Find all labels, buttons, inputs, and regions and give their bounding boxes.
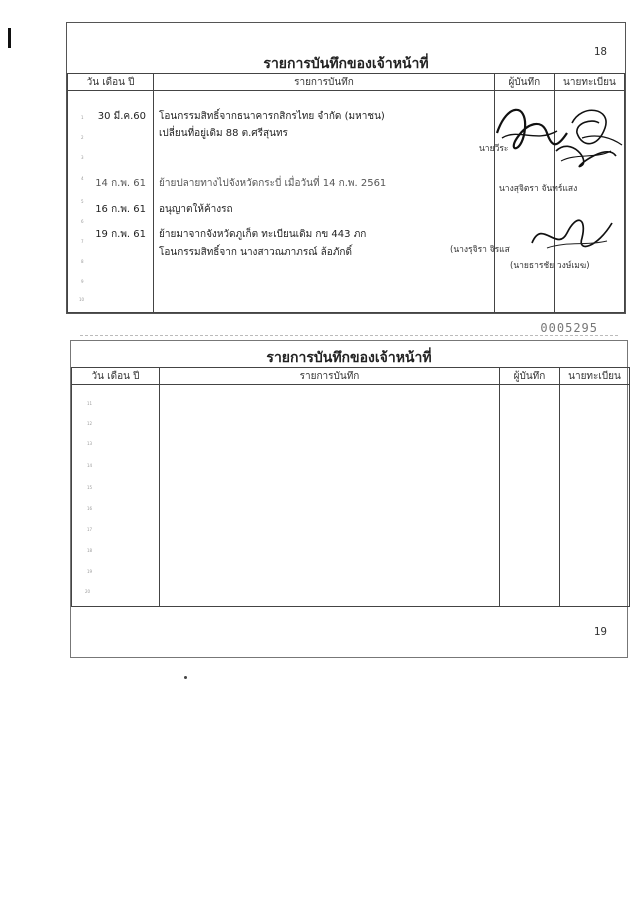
- entry-date: 16 ก.พ. 61: [95, 204, 146, 215]
- line-number: 11: [87, 401, 93, 406]
- line-number: 16: [87, 506, 93, 511]
- line-number: 9: [81, 279, 84, 284]
- line-number: 19: [87, 569, 93, 574]
- column-header-registrar: นายทะเบียน: [554, 74, 624, 91]
- official-name: นางสุจิตรา จันทร์แสง: [499, 184, 578, 194]
- officer-record-sheet-top: [66, 22, 626, 314]
- official-name: (นายธารชัย วงษ์เมฆ): [510, 261, 590, 271]
- entry-text: อนุญาตให้ค้างรถ: [159, 204, 233, 215]
- bleed-text: 0005295: [540, 321, 598, 335]
- entry-date: 19 ก.พ. 61: [95, 229, 146, 240]
- line-number: 10: [79, 297, 85, 302]
- line-number: 18: [87, 548, 93, 553]
- column-header-entry: รายการบันทึก: [160, 368, 500, 385]
- column-header-recorder: ผู้บันทึก: [494, 74, 554, 91]
- column-header-recorder: ผู้บันทึก: [500, 368, 560, 385]
- line-number: 3: [81, 155, 84, 160]
- record-table: [71, 367, 630, 607]
- line-number: 2: [81, 135, 84, 140]
- line-number: 20: [85, 589, 91, 594]
- line-number: 4: [81, 176, 84, 181]
- line-number: 6: [81, 219, 84, 224]
- entry-text: เปลี่ยนที่อยู่เดิม 88 ต.ศรีสุนทร: [159, 128, 288, 139]
- entry-text: ย้ายปลายทางไปจังหวัดกระบี่ เมื่อวันที่ 14 ก.พ. 2561: [159, 178, 387, 189]
- sheet-title: รายการบันทึกของเจ้าหน้าที่: [263, 56, 429, 72]
- entry-text: ย้ายมาจากจังหวัดภูเก็ต ทะเบียนเดิม กข 443 ภก: [159, 229, 367, 240]
- officer-record-sheet-bottom: [70, 340, 628, 658]
- sheet-title: รายการบันทึกของเจ้าหน้าที่: [266, 350, 432, 366]
- entry-text: โอนกรรมสิทธิ์จาก นางสาวณภาภรณ์ ล้อภักดิ์: [159, 247, 352, 258]
- line-number: 12: [87, 421, 93, 426]
- column-header-registrar: นายทะเบียน: [560, 368, 630, 385]
- line-number: 8: [81, 259, 84, 264]
- signature-registrar: [551, 131, 621, 171]
- signature-recorder-2: [527, 213, 617, 258]
- line-number: 1: [81, 115, 84, 120]
- column-header-date: วัน เดือน ปี: [72, 368, 160, 385]
- page-number: 18: [593, 45, 607, 58]
- line-number: 5: [81, 199, 84, 204]
- line-number: 7: [81, 239, 84, 244]
- column-header-entry: รายการบันทึก: [154, 74, 495, 91]
- entry-date: 14 ก.พ. 61: [95, 178, 146, 189]
- entry-text: โอนกรรมสิทธิ์จากธนาคารกสิกรไทย จำกัด (มหาชน): [159, 111, 385, 122]
- official-name: (นางรุจิรา จิรแส: [450, 245, 510, 255]
- column-header-date: วัน เดือน ปี: [68, 74, 154, 91]
- line-number: 14: [87, 463, 93, 468]
- page-edge-mark: [8, 28, 11, 48]
- line-number: 13: [87, 441, 93, 446]
- page-number: 19: [593, 625, 607, 638]
- line-number: 17: [87, 527, 93, 532]
- entry-date: 30 มี.ค.60: [97, 111, 146, 122]
- speck: [184, 676, 187, 679]
- official-name: นายวีระ: [479, 144, 509, 154]
- line-number: 15: [87, 485, 93, 490]
